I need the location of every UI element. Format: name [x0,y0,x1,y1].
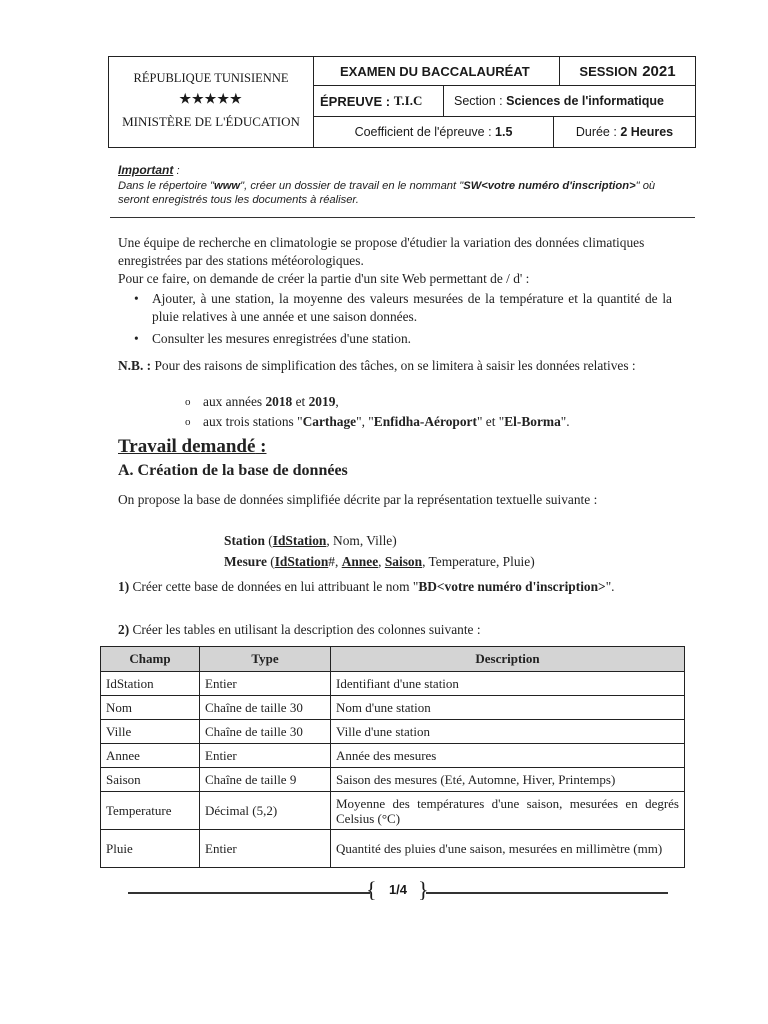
section-a-heading: A. Création de la base de données [118,462,348,479]
db-description: On propose la base de données simplifiée décrite par la représentation textuelle suivante : [118,492,598,507]
list-item: • Ajouter, à une station, la moyenne des valeurs mesurées de la température et la quantité de la pluie relatives à une année et une saison données. [134,291,672,324]
table-cell: Chaîne de taille 30 [200,720,331,744]
column-header: Type [200,647,331,672]
table-row [101,768,685,792]
table-cell: Annee [101,744,200,768]
table-cell: Saison des mesures (Eté, Automne, Hiver, Printemps) [331,768,685,792]
footer-line-right [426,892,668,894]
stars-emblem: ★★★★★ [179,91,243,106]
table-header-row [101,647,685,672]
work-heading: Travail demandé : [118,436,267,457]
exam-title: EXAMEN DU BACCALAURÉAT [314,57,560,85]
list-item: o aux trois stations "Carthage", "Enfidha-Aéroport" et "El-Borma". [185,414,570,429]
intro-paragraph: Une équipe de recherche en climatologie se propose d'étudier la variation des données climatiques enregistrées par des stations météorologiques. [118,235,645,268]
brace-left-icon: { [366,877,377,902]
table-cell: Entier [200,672,331,696]
table-cell: Temperature [101,792,200,830]
question-2: 2) Créer les tables en utilisant la description des colonnes suivante : [118,622,481,637]
constraint-list [185,392,570,432]
table-row [101,720,685,744]
table-row [101,672,685,696]
table-cell: Ville d'une station [331,720,685,744]
table-cell: IdStation [101,672,200,696]
list-item: • Consulter les mesures enregistrées d'une station. [134,331,412,346]
footer-line-left [128,892,370,894]
session-cell: SESSION 2021 [579,62,676,80]
table-row [101,792,685,830]
task-list [132,290,672,352]
important-note: Important : Dans le répertoire "www", créer un dossier de travail en le nommant "SW<votre numéro d'inscription>" où seront enregistrés tous les documents à réaliser. [118,163,656,206]
table-cell: Décimal (5,2) [200,792,331,830]
coefficient-cell: Coefficient de l'épreuve : 1.5 [314,117,554,147]
table-row [101,744,685,768]
intro-request: Pour ce faire, on demande de créer la partie d'un site Web permettant de / d' : [118,271,530,286]
table-cell: Chaîne de taille 9 [200,768,331,792]
table-cell: Saison [101,768,200,792]
header-left-block [109,57,314,147]
table-cell: Identifiant d'une station [331,672,685,696]
relation-mesure: Mesure (IdStation#, Annee, Saison, Temperature, Pluie) [224,554,535,569]
section-cell: Section : Sciences de l'informatique [454,94,665,108]
divider [110,217,695,218]
columns-table [100,646,685,868]
republic-label: RÉPUBLIQUE TUNISIENNE [133,71,289,85]
table-cell: Année des mesures [331,744,685,768]
page-number: 1/4 [388,882,408,897]
table-cell: Chaîne de taille 30 [200,696,331,720]
table-cell: Pluie [101,830,200,868]
relation-station: Station (IdStation, Nom, Ville) [224,533,397,548]
question-1: 1) Créer cette base de données en lui attribuant le nom "BD<votre numéro d'inscription>". [118,579,615,594]
table-cell: Entier [200,830,331,868]
epreuve-cell: ÉPREUVE : T.I.C [314,86,444,116]
column-header: Description [331,647,685,672]
table-row [101,696,685,720]
table-row [101,830,685,868]
duration-cell: Durée : 2 Heures [575,125,674,139]
table-cell: Nom [101,696,200,720]
table-cell: Quantité des pluies d'une saison, mesurées en millimètre (mm) [331,830,685,868]
brace-right-icon: } [418,877,429,902]
column-header: Champ [101,647,200,672]
table-cell: Entier [200,744,331,768]
list-item: o aux années 2018 et 2019, [185,394,339,409]
nb-note: N.B. : Pour des raisons de simplification des tâches, on se limitera à saisir les données relatives : [118,358,636,373]
table-cell: Ville [101,720,200,744]
ministry-label: MINISTÈRE DE L'ÉDUCATION [122,114,300,129]
exam-header [108,56,696,148]
table-cell: Nom d'une station [331,696,685,720]
table-cell: Moyenne des températures d'une saison, mesurées en degrés Celsius (°C) [331,792,685,830]
